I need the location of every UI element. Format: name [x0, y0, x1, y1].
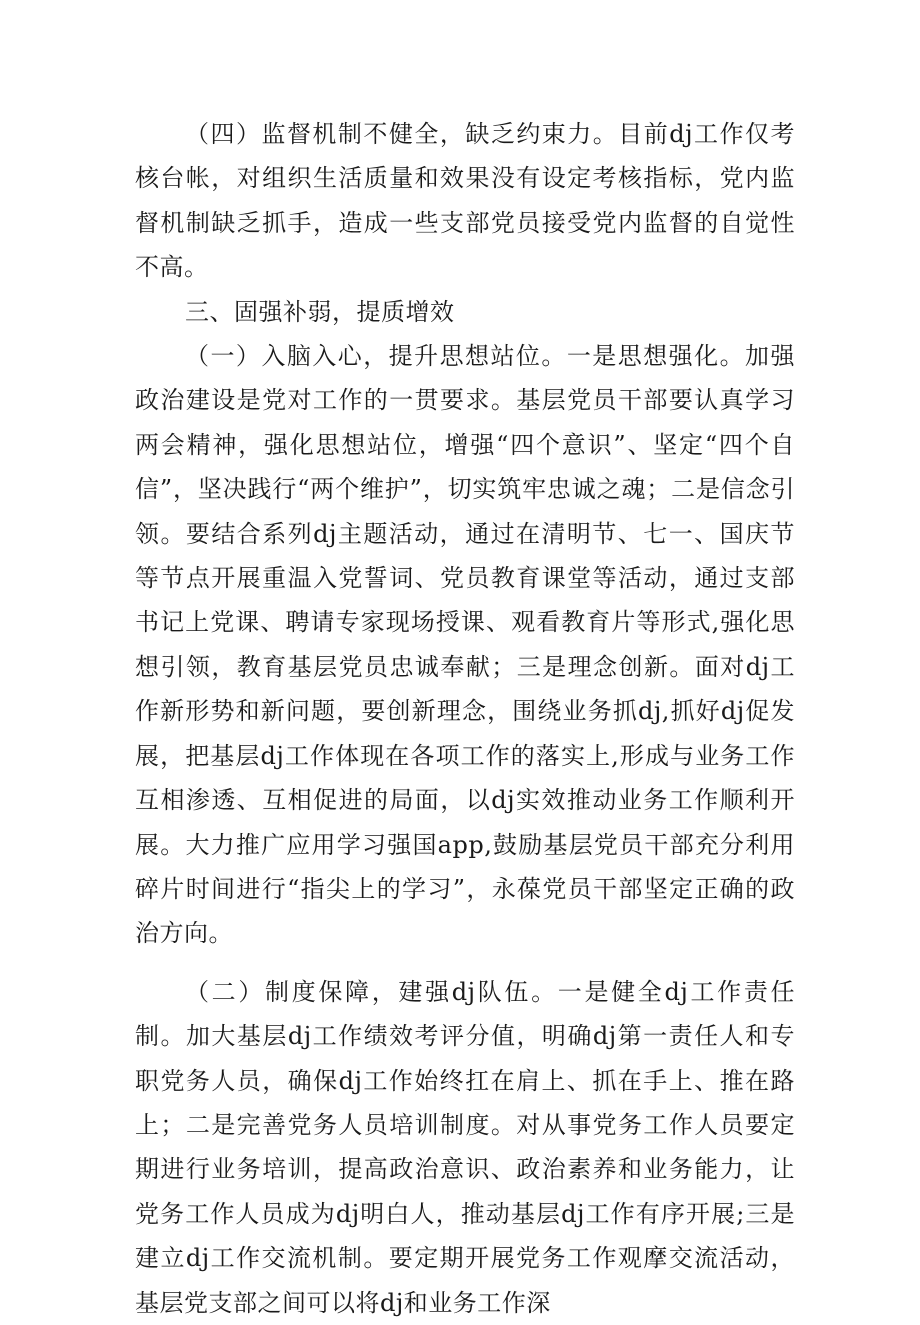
paragraph-ideological-stance: （一）入脑入心，提升思想站位。一是思想强化。加强政治建设是党对工作的一贯要求。基层党员干部要认真学习两会精神，强化思想站位，增强“四个意识”、坚定“四个自信”，坚决践行“两个维护”，切实筑牢忠诚之魂；二是信念引领。要结合系列dj主题活动，通过在清明节、七一、国庆节等节点开展重温入党誓词、党员教育课堂等活动，通过支部书记上党课、聘请专家现场授课、观看教育片等形式,强化思想引领，教育基层党员忠诚奉献；三是理念创新。面对dj工作新形势和新问题，要创新理念，围绕业务抓dj,抓好dj促发展，把基层dj工作体现在各项工作的落实上,形成与业务工作互相渗透、互相促进的局面，以dj实效推动业务工作顺利开展。大力推广应用学习强国app,鼓励基层党员干部充分利用碎片时间进行“指尖上的学习”，永葆党员干部坚定正确的政治方向。	[135, 342, 795, 948]
paragraph-institutional-guarantee: （二）制度保障，建强dj队伍。一是健全dj工作责任制。加大基层dj工作绩效考评分值，明确dj第一责任人和专职党务人员，确保dj工作始终扛在肩上、抓在手上、推在路上；二是完善党务人员培训制度。对从事党务工作人员要定期进行业务培训，提高政治意识、政治素养和业务能力，让党务工作人员成为dj明白人，推动基层dj工作有序开展;三是建立dj工作交流机制。要定期开展党务工作观摩交流活动，基层党支部之间可以将dj和业务工作深	[135, 977, 795, 1317]
section-heading-three: 三、固强补弱，提质增效	[185, 297, 455, 326]
document-body	[135, 112, 795, 1325]
paragraph-supervision-mechanism: （四）监督机制不健全，缺乏约束力。目前dj工作仅考核台帐，对组织生活质量和效果没有设定考核指标，党内监督机制缺乏抓手，造成一些支部党员接受党内监督的自觉性不高。	[135, 120, 795, 282]
